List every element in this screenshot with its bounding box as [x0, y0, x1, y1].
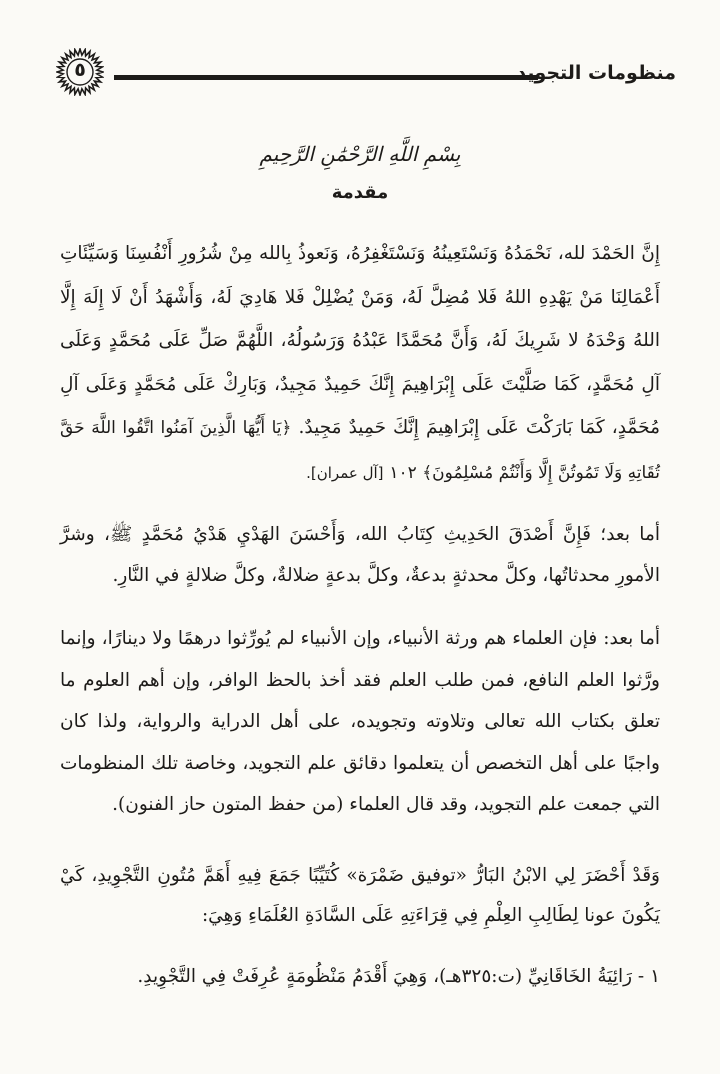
- header-rule: [114, 75, 538, 80]
- paragraph-amma-bad-2: أما بعد: فإن العلماء هم ورثة الأنبياء، وإن الأنبياء لم يُورِّثوا درهمًا ولا دينارًا، وإنما ورَّثوا العلم النافع، فمن طلب العلم فقد أخذ بالحظ الوافر، وإن أهم العلوم ما تعلق بكتاب الله تعالى وتلاوته وتجويده، على أهل الدراية والرواية، ولذا كان واجبًا على أهل التخصص أن يتعلموا دقائق علم التجويد، وخاصة تلك المنظومات التي جمعت علم التجويد، وقد قال العلماء (من حفظ المتون حاز الفنون).: [60, 628, 660, 815]
- paragraph-opening-text: إِنَّ الحَمْدَ لله، نَحْمَدُهُ وَنَسْتَعِينُهُ وَنَسْتَغْفِرُهُ، وَنَعوذُ بِالله مِنْ شُرُورِ أَنْفُسِنَا وَسَيِّئَاتِ أَعْمَالِنَا مَنْ يَهْدِهِ اللهُ فَلا مُضِلَّ لَهُ، وَمَنْ يُضْلِلْ فَلا هَادِيَ لَهُ، وَأَشْهَدُ أَنْ لَا إِلَهَ إِلَّا اللهُ وَحْدَهُ لا شَرِيكَ لَهُ، وَأَنَّ مُحَمَّدًا عَبْدُهُ وَرَسُولُهُ، اللَّهُمَّ صَلِّ عَلَى مُحَمَّدٍ وَعَلَى آلِ مُحَمَّدٍ، كَمَا صَلَّيْتَ عَلَى إِبْرَاهِيمَ إِنَّكَ حَمِيدٌ مَجِيدٌ، وَبَارِكْ عَلَى مُحَمَّدٍ وَعَلَى آلِ مُحَمَّدٍ، كَمَا بَارَكْتَ عَلَى إِبْرَاهِيمَ إِنَّكَ حَمِيدٌ مَجِيدٌ.: [60, 243, 660, 438]
- paragraph-booklet: وَقَدْ أَحْضَرَ لِي الابْنُ البَارُّ «توفيق ضَمْرَة» كُتَيِّبًا جَمَعَ فِيهِ أَهَمَّ مُتُونِ التَّجْوِيدِ، كَيْ يَكُونَ عونا لِطَالِبِ العِلْمِ فِي قِرَاءَتِهِ عَلَى السَّادَةِ العُلَمَاءِ وَهِيَ:: [60, 865, 660, 926]
- running-header: [56, 54, 676, 98]
- basmala: بِسْمِ اللَّهِ الرَّحْمَٰنِ الرَّحِيمِ: [259, 142, 461, 166]
- paragraph-opening: [60, 232, 660, 495]
- verse-reference: [آل عمران].: [306, 463, 384, 482]
- book-title: منظومات التجويد: [516, 62, 676, 84]
- list-item: ١ - رَائِيَةُ الخَاقَانِيِّ (ت:٣٢٥هـ)، وَهِيَ أَقْدَمُ مَنْظُومَةٍ عُرِفَتْ فِي التَّجْوِيدِ.: [137, 966, 660, 987]
- poems-list: [60, 957, 660, 997]
- page-number: ٥: [74, 59, 86, 81]
- page-number-badge: [56, 48, 104, 96]
- quran-verse: ﴿يَا أَيُّهَا الَّذِينَ آمَنُوا اتَّقُوا اللَّهَ حَقَّ تُقَاتِهِ وَلَا تَمُوتُنَّ إِلَّا وَأَنْتُمْ مُسْلِمُونَ﴾ ١٠٢: [60, 418, 660, 483]
- paragraph-amma-bad-1: أما بعد؛ فَإِنَّ أَصْدَقَ الحَدِيثِ كِتَابُ الله، وَأَحْسَنَ الهَدْيِ هَدْيُ مُحَمَّدٍ ﷺ، وشرَّ الأمورِ محدثاتُها، وكلَّ محدثةٍ بدعةٌ، وكلَّ بدعةٍ ضلالةٌ، وكلَّ ضلالةٍ في النَّارِ.: [60, 524, 660, 586]
- section-title: مقدمة: [331, 182, 389, 203]
